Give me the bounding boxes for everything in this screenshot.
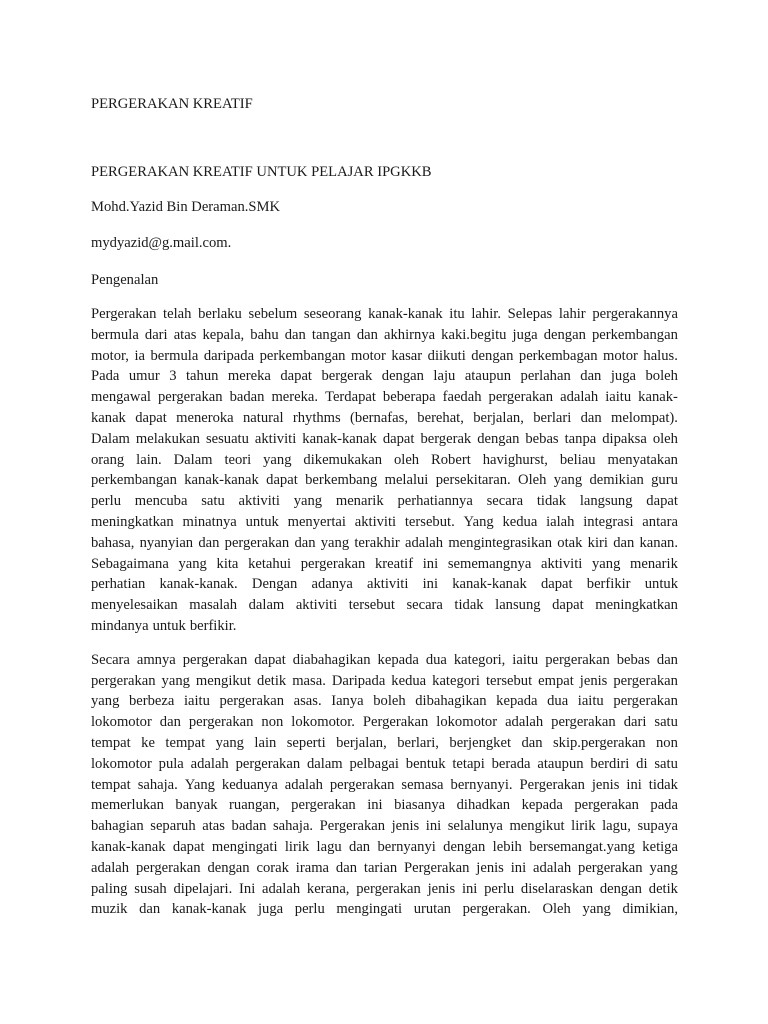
paragraph-line: paling susah dipelajari. Ini adalah kerana, pergerakan jenis ini perlu diselaraskan dengan detik [91, 880, 678, 897]
document-title: PERGERAKAN KREATIF [91, 96, 253, 112]
paragraphs [91, 304, 678, 920]
paragraph-line: perhatian kanak-kanak. Dengan adanya aktiviti ini kanak-kanak dapat berfikir untuk [91, 576, 678, 593]
document-subtitle: PERGERAKAN KREATIF UNTUK PELAJAR IPGKKB [91, 163, 432, 180]
document-body [91, 94, 678, 933]
paragraph-line: kanak-kanak dapat mengingati lirik lagu dan bernyanyi dengan lebih bersemangat.yang ketiga [91, 838, 678, 855]
paragraph-line: kanak dapat meneroka natural rhythms (bernafas, berehat, berjalan, berlari dan melompat). [91, 409, 678, 426]
author-email: mydyazid@g.mail.com. [91, 235, 232, 252]
paragraph-line: pergerakan yang mengikut detik masa. Daripada kedua kategori tersebut empat jenis pergerakan [91, 672, 678, 689]
paragraph-line: motor, ia bermula daripada perkembangan motor kasar diikuti dengan perkembagan motor halus. [91, 347, 678, 364]
paragraph-line: Pada umur 3 tahun mereka dapat bergerak dengan laju ataupun perlahan dan juga boleh [91, 368, 678, 385]
paragraph-line: memerlukan banyak ruangan, pergerakan ini biasanya dihadkan kepada pergerakan pada [91, 797, 678, 814]
paragraph-line: mengawal pergerakan badan mereka. Terdapat beberapa faedah pergerakan adalah iaitu kanak- [91, 389, 678, 406]
paragraph-line: muzik dan kanak-kanak juga perlu mengingati urutan pergerakan. Oleh yang dimikian, [91, 901, 678, 918]
paragraph-line: lokomotor pula adalah pergerakan dalam pelbagai bentuk tetapi berada ataupun berdiri di satu [91, 755, 678, 772]
paragraph-line: tempat ke tempat yang lain seperti berjalan, berlari, berjengket dan skip.pergerakan non [91, 734, 678, 751]
paragraph-line: bahagian separuh atas badan sahaja. Pergerakan jenis ini selalunya mengikut lirik lagu, supaya [91, 818, 678, 835]
paragraph-line: tempat sahaja. Yang keduanya adalah pergerakan semasa bernyanyi. Pergerakan jenis ini tidak [91, 776, 678, 793]
paragraph-line: bermula dari atas kepala, bahu dan tangan dan akhirnya kaki.begitu juga dengan perkembangan [91, 326, 678, 343]
paragraph [91, 304, 678, 637]
paragraph-line: bahasa, nyanyian dan pergerakan dan yang terakhir adalah mengintegrasikan otak kiri dan kanan. [91, 534, 678, 551]
paragraph-line: menyelesaikan masalah dalam aktiviti tersebut secara tidak lansung dapat meningkatkan [91, 597, 678, 614]
author-name: Mohd.Yazid Bin Deraman.SMK [91, 198, 281, 215]
paragraph-line: Pergerakan telah berlaku sebelum seseorang kanak-kanak itu lahir. Selepas lahir pergerakannya [91, 305, 678, 322]
paragraph-line: lokomotor dan pergerakan non lokomotor. Pergerakan lokomotor adalah pergerakan dari satu [91, 714, 678, 731]
section-heading: Pengenalan [91, 272, 159, 289]
paragraph-line: adalah pergerakan dengan corak irama dan tarian Pergerakan jenis ini adalah pergerakan yang [91, 859, 678, 876]
paragraph-line: perlu mencuba satu aktiviti yang menarik perhatiannya secara tidak langsung dapat [91, 493, 678, 510]
paragraph-line: orang lain. Dalam teori yang dikemukakan oleh Robert havighurst, beliau menyatakan [91, 451, 678, 468]
paragraph-line: Dalam melakukan sesuatu aktiviti kanak-kanak dapat bergerak dengan bebas tanpa dipaksa oleh [91, 430, 678, 447]
paragraph-line: yang berbeza iaitu pergerakan asas. Ianya boleh dibahagikan kepada dua iaitu pergerakan [91, 693, 678, 710]
paragraph-line: Sebagaimana yang kita ketahui pergerakan kreatif ini sememangnya aktiviti yang menarik [91, 555, 678, 572]
paragraph [91, 650, 678, 920]
paragraph-line: meningkatkan minatnya untuk menyertai aktiviti tersebut. Yang kedua ialah integrasi antara [91, 513, 678, 530]
paragraph-line: Secara amnya pergerakan dapat diabahagikan kepada dua kategori, iaitu pergerakan bebas dan [91, 651, 678, 668]
paragraph-line: perkembangan kanak-kanak dapat berkembang melalui persekitaran. Oleh yang demikian guru [91, 472, 678, 489]
paragraph-line: mindanya untuk berfikir. [91, 617, 237, 634]
